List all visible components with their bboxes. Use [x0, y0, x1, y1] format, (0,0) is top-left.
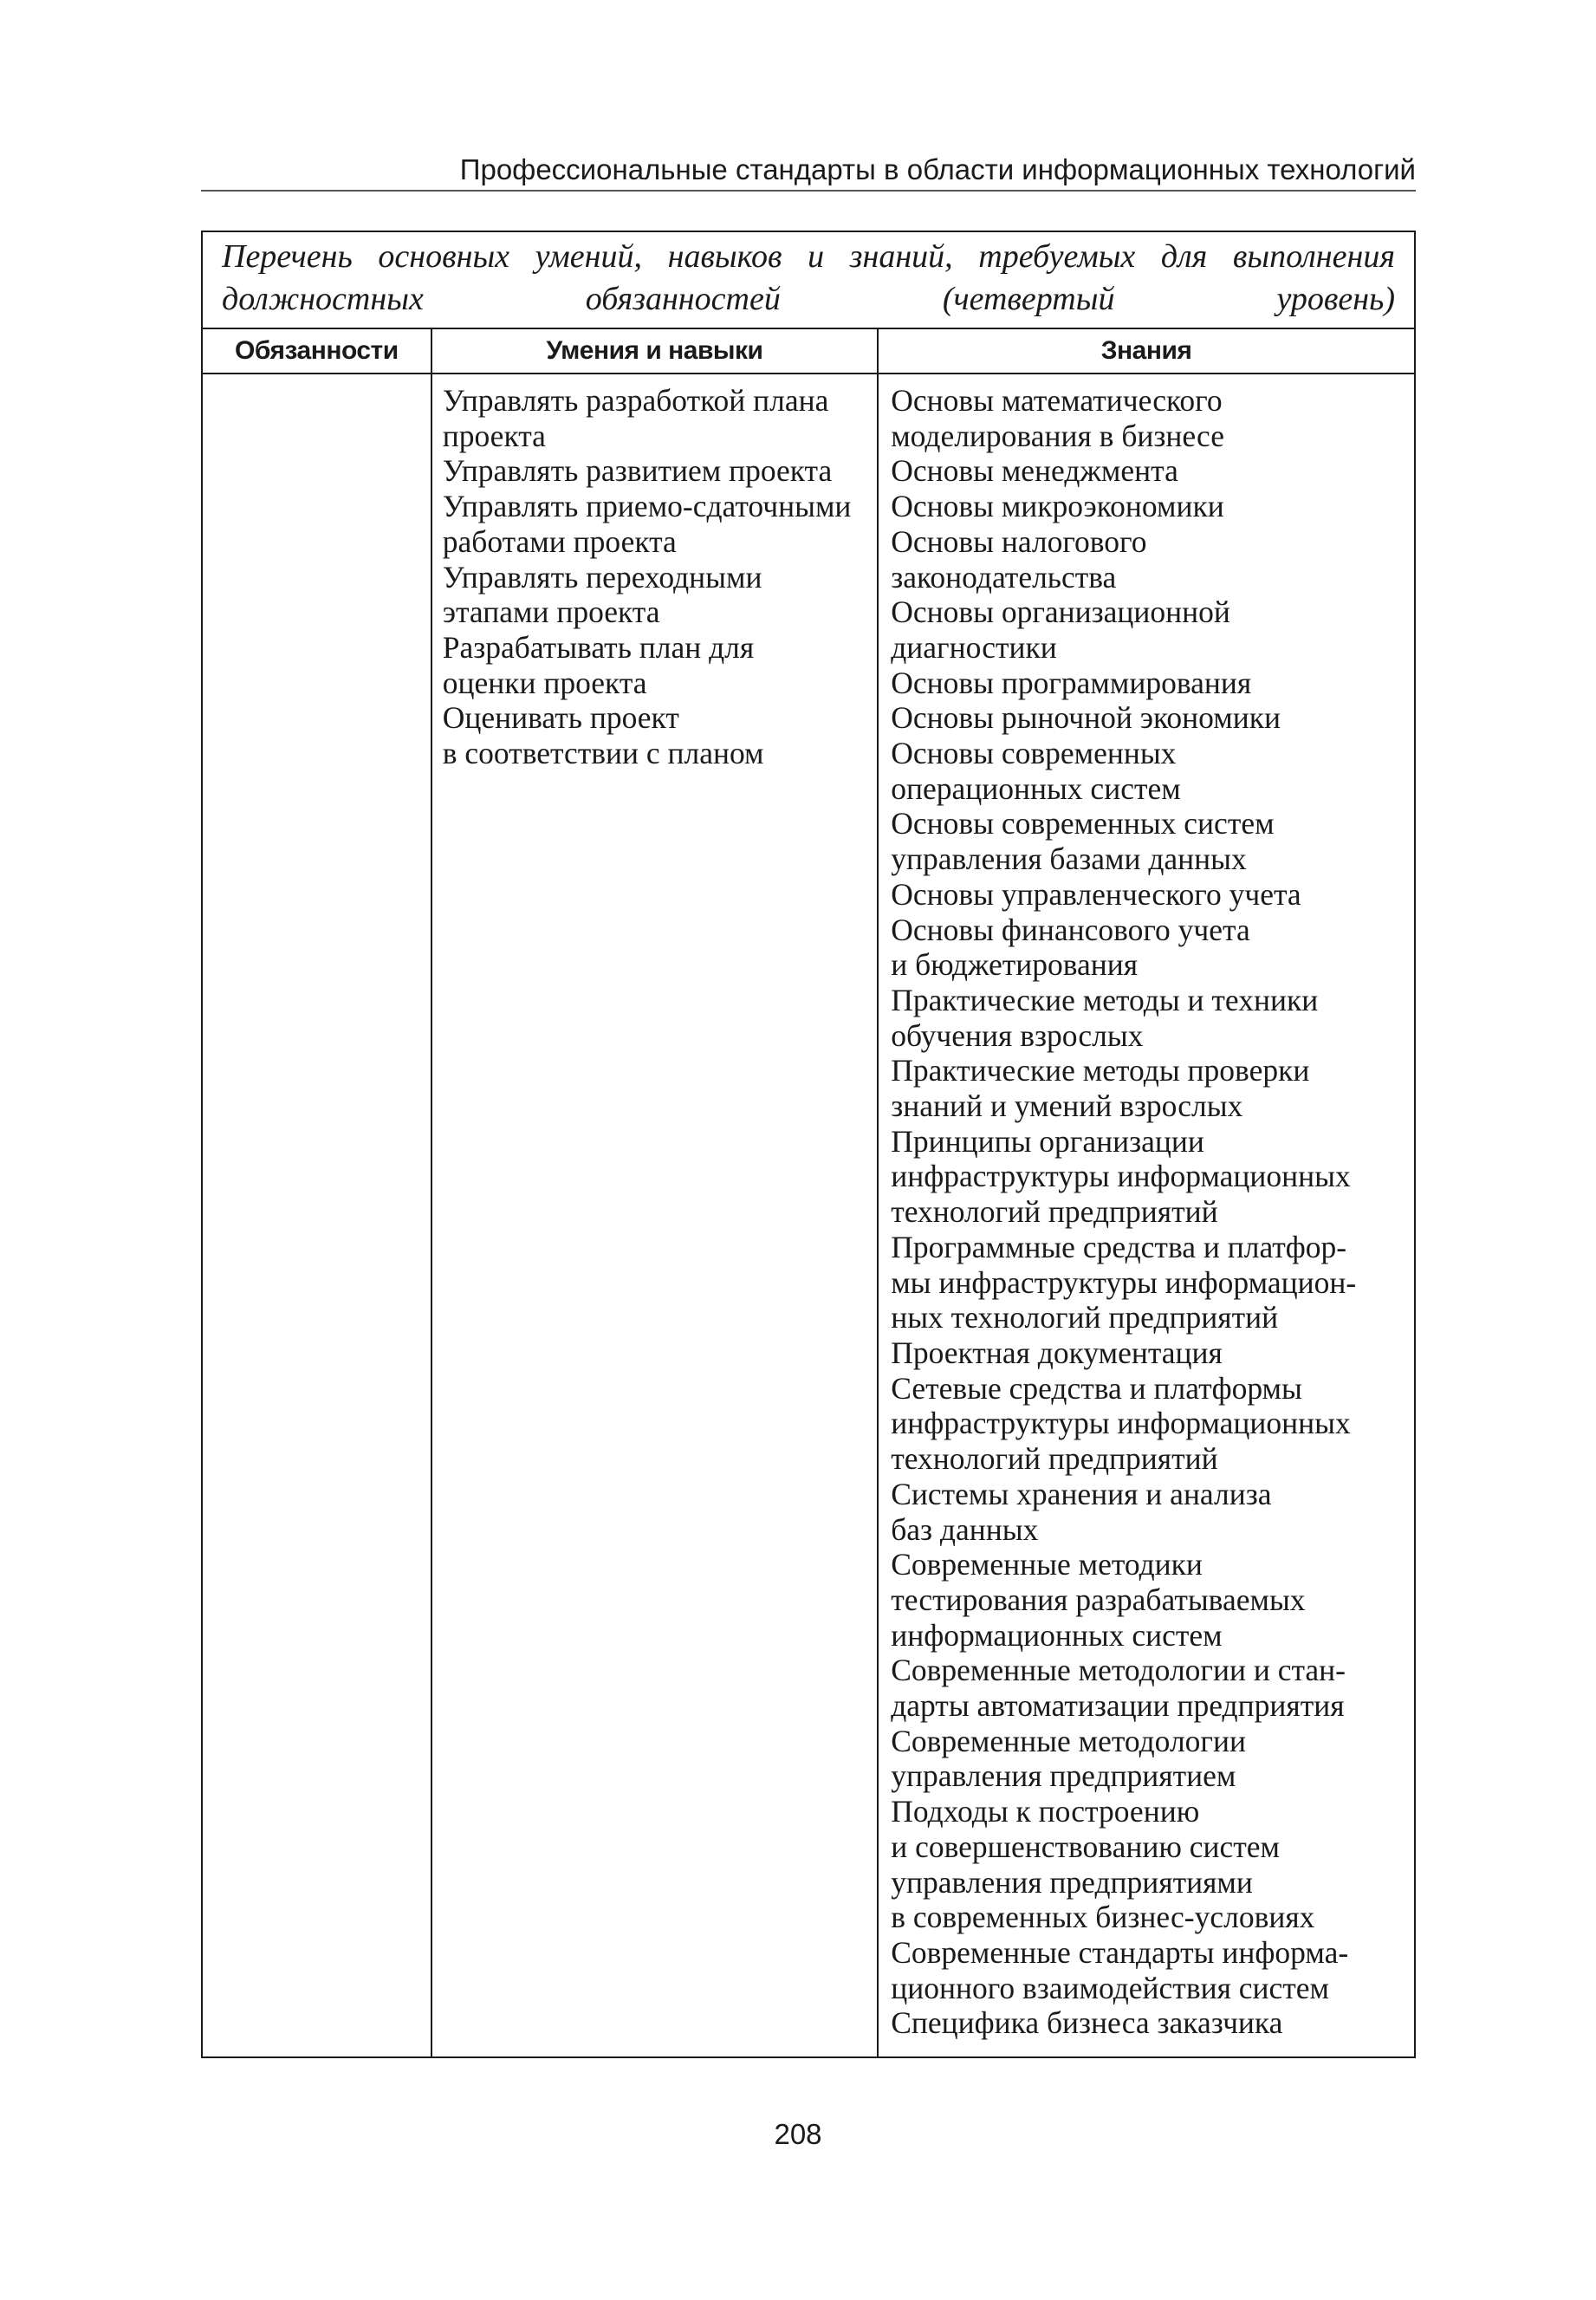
page-number: 208 — [774, 2118, 822, 2150]
header-rule — [201, 190, 1416, 192]
knowledge-item: Основы менеджмента — [891, 453, 1178, 489]
knowledge-item: Современные стандарты информа- ционного взаимодействия систем — [891, 1934, 1349, 2005]
knowledge-item: Современные методологии и стан- дарты автоматизации предприятия — [891, 1653, 1346, 1724]
skill-item: Управлять переходными этапами проекта — [442, 559, 762, 630]
running-header: Профессиональные стандарты в области информационных технологий — [459, 153, 1416, 185]
knowledge-item: Основы налогового законодательства — [891, 523, 1147, 594]
knowledge-item: Основы микроэкономики — [891, 489, 1224, 524]
column-header-duties: Обязанности — [202, 328, 431, 374]
duties-cell — [202, 374, 431, 2057]
knowledge-item: Современные методологии управления предприятием — [891, 1723, 1246, 1794]
column-header-skills: Умения и навыки — [431, 328, 878, 374]
skills-cell — [431, 374, 878, 2057]
skill-item: Управлять разработкой плана проекта — [442, 383, 829, 453]
knowledge-cell — [878, 374, 1415, 2057]
knowledge-item: Практические методы и техники обучения взрослых — [891, 982, 1319, 1053]
knowledge-item: Специфика бизнеса заказчика — [891, 2005, 1283, 2041]
table-row — [202, 374, 1415, 2057]
skill-item: Разрабатывать план для оценки проекта — [442, 629, 755, 700]
knowledge-item: Подходы к построению и совершенствованию систем управления предприятиями в современных бизнес-условиях — [891, 1794, 1315, 1935]
knowledge-item: Программные средства и платфор- мы инфраструктуры информацион- ных технологий предприятий — [891, 1229, 1357, 1335]
knowledge-item: Основы современных систем управления базами данных — [891, 806, 1275, 877]
column-header-knowledge: Знания — [878, 328, 1415, 374]
skill-item: Управлять приемо-сдаточными работами проекта — [442, 489, 852, 559]
skill-item: Оценивать проект в соответствии с планом — [442, 700, 764, 771]
knowledge-item: Современные методики тестирования разрабатываемых информационных систем — [891, 1547, 1306, 1653]
knowledge-item: Основы рыночной экономики — [891, 700, 1281, 736]
table-caption: Перечень основных умений, навыков и знаний, требуемых для выполнения должностных обязанностей (четвертый уровень) — [202, 231, 1415, 328]
table-caption-row — [202, 231, 1415, 328]
knowledge-item: Основы организационной диагностики — [891, 594, 1230, 665]
knowledge-item: Основы финансового учета и бюджетирования — [891, 912, 1250, 983]
table-header-row — [202, 328, 1415, 374]
requirements-table — [201, 231, 1416, 2058]
knowledge-item: Основы программирования — [891, 665, 1252, 700]
knowledge-item: Основы современных операционных систем — [891, 736, 1181, 806]
knowledge-item: Системы хранения и анализа баз данных — [891, 1476, 1272, 1547]
knowledge-item: Основы математического моделирования в бизнесе — [891, 383, 1224, 453]
knowledge-item: Практические методы проверки знаний и умений взрослых — [891, 1053, 1310, 1124]
knowledge-item: Основы управленческого учета — [891, 876, 1301, 912]
knowledge-item: Проектная документация — [891, 1335, 1223, 1370]
skill-item: Управлять развитием проекта — [442, 453, 833, 489]
knowledge-item: Сетевые средства и платформы инфраструктуры информационных технологий предприятий — [891, 1370, 1351, 1477]
knowledge-item: Принципы организации инфраструктуры информационных технологий предприятий — [891, 1123, 1351, 1230]
